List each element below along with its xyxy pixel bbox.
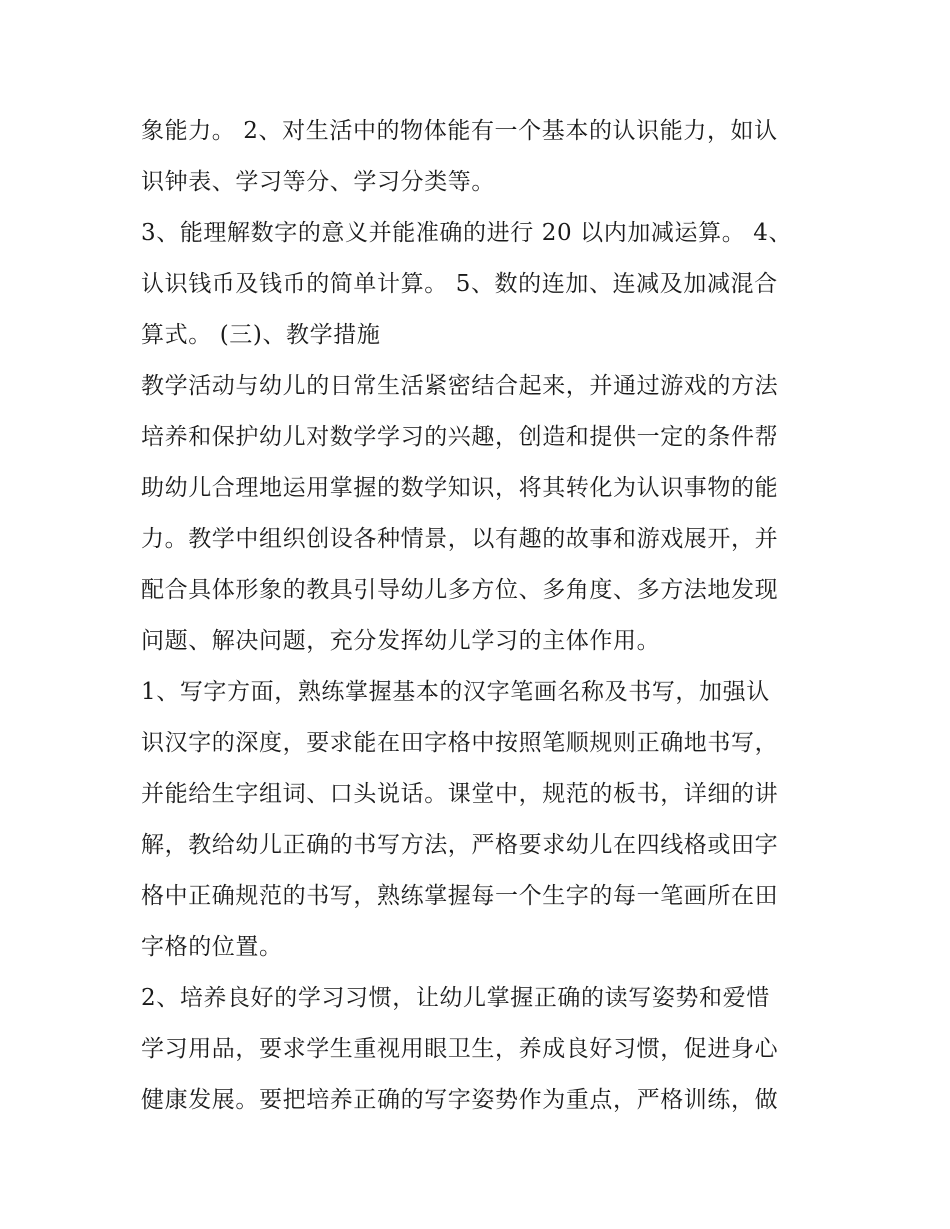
text-line: 字格的位置。 [141, 934, 283, 960]
text-line: 认识钱币及钱币的简单计算。 5、数的连加、连减及加减混合 [141, 271, 778, 297]
text-line: 1、写字方面，熟练掌握基本的汉字笔画名称及书写，加强认 [141, 679, 770, 705]
text-line: 教学活动与幼儿的日常生活紧密结合起来，并通过游戏的方法 [141, 373, 779, 399]
text-line: 助幼儿合理地运用掌握的数学知识，将其转化为认识事物的能 [141, 475, 779, 501]
text-line: 3、能理解数字的意义并能准确的进行 20 以内加减运算。 4、 [141, 220, 793, 246]
text-line: 学习用品，要求学生重视用眼卫生，养成良好习惯，促进身心 [141, 1036, 779, 1062]
text-line: 力。教学中组织创设各种情景，以有趣的故事和游戏展开，并 [141, 526, 779, 552]
text-line: 算式。 (三)、教学措施 [141, 322, 381, 348]
text-line: 象能力。 2、对生活中的物体能有一个基本的认识能力，如认 [141, 118, 778, 144]
document-body [141, 106, 813, 1126]
text-line: 培养和保护幼儿对数学学习的兴趣，创造和提供一定的条件帮 [141, 424, 779, 450]
text-line: 配合具体形象的教具引导幼儿多方位、多角度、多方法地发现 [141, 577, 779, 603]
text-line: 健康发展。要把培养正确的写字姿势作为重点，严格训练，做 [141, 1087, 779, 1113]
text-line: 并能给生字组词、口头说话。课堂中，规范的板书，详细的讲 [141, 781, 779, 807]
text-line: 识钟表、学习等分、学习分类等。 [141, 169, 495, 195]
text-line: 格中正确规范的书写，熟练掌握每一个生字的每一笔画所在田 [141, 883, 779, 909]
text-line: 问题、解决问题，充分发挥幼儿学习的主体作用。 [141, 628, 661, 654]
text-line: 2、培养良好的学习习惯，让幼儿掌握正确的读写姿势和爱惜 [141, 985, 770, 1011]
text-line: 识汉字的深度，要求能在田字格中按照笔顺规则正确地书写， [141, 730, 779, 756]
text-line: 解，教给幼儿正确的书写方法，严格要求幼儿在四线格或田字 [141, 832, 779, 858]
